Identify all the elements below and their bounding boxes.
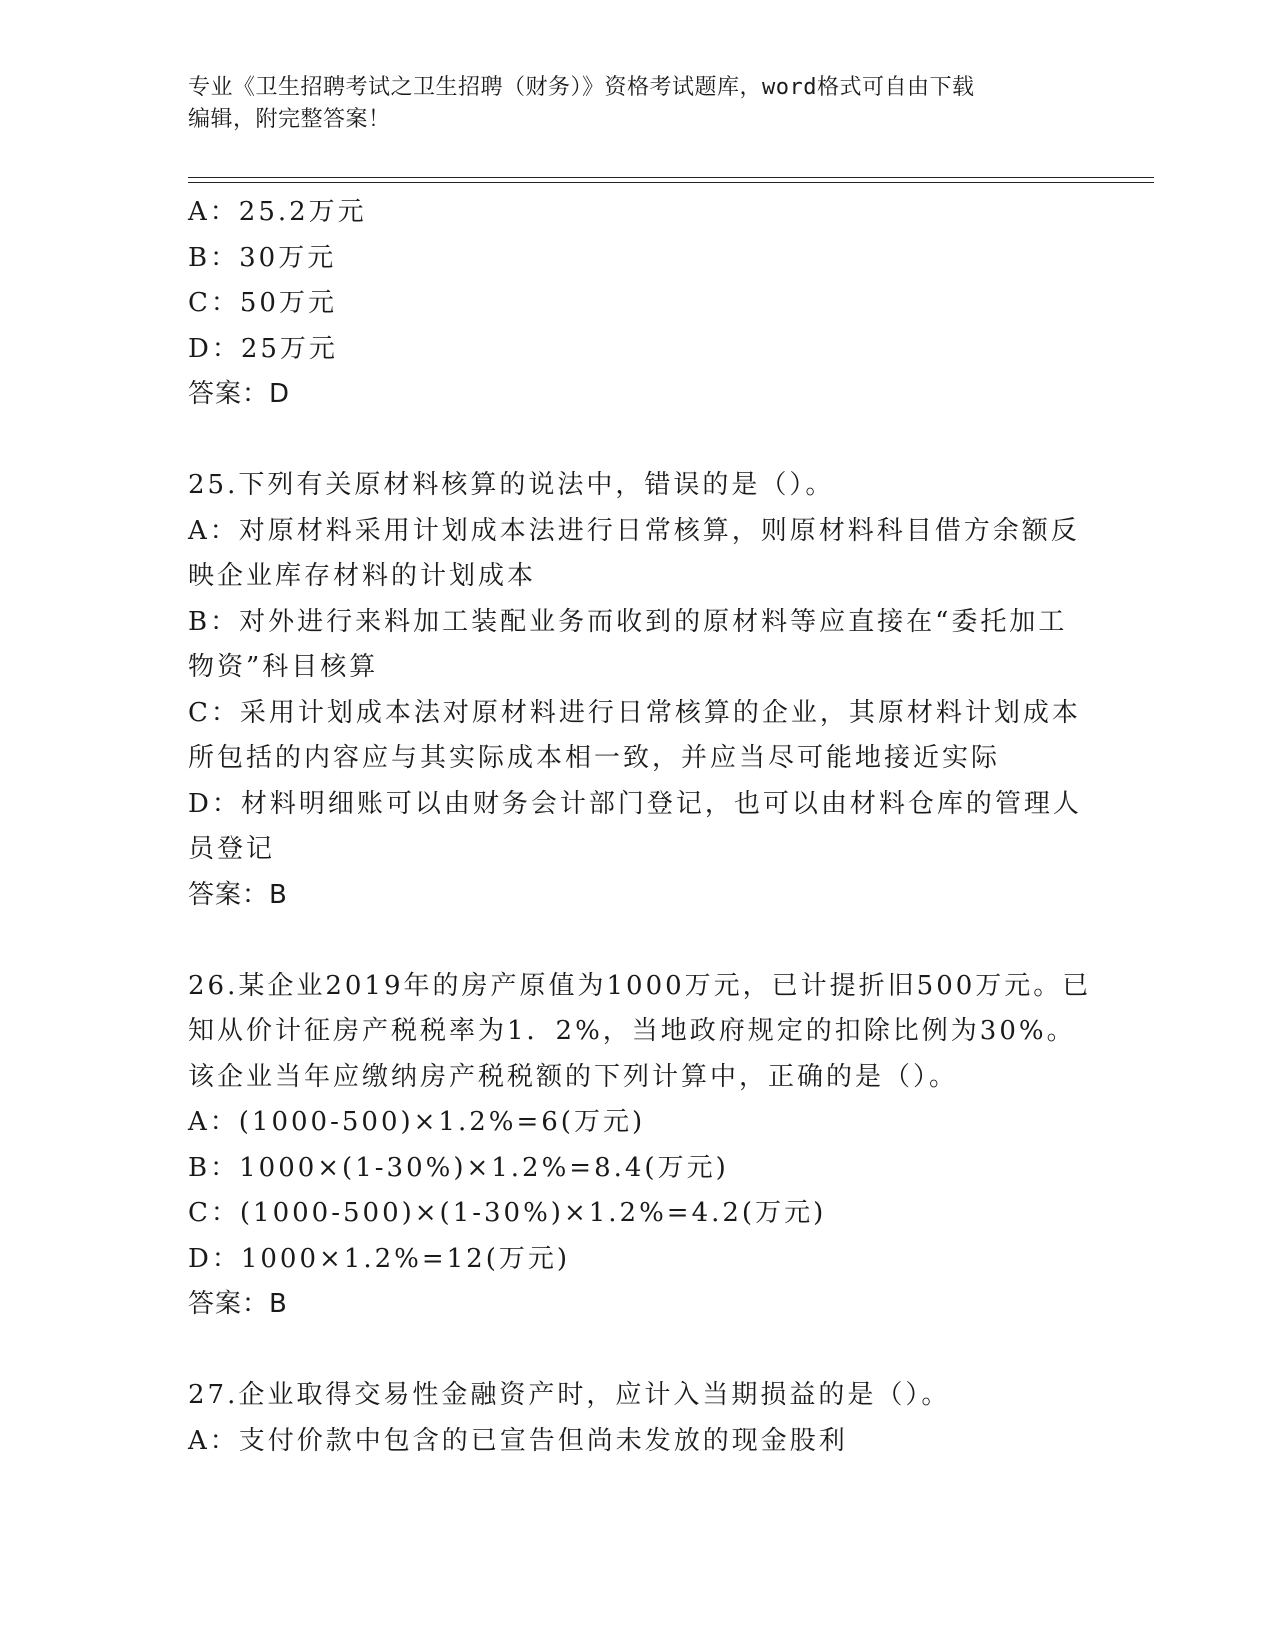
- q26-option-b: B：1000×(1-30%)×1.2%=8.4(万元): [188, 1152, 729, 1183]
- q25-option-a-cont: 映企业库存材料的计划成本: [188, 561, 537, 591]
- q26-option-a: A：(1000-500)×1.2%=6(万元): [188, 1107, 646, 1137]
- q25-option-d: D：材料明细账可以由财务会计部门登记，也可以由材料仓库的管理人: [188, 788, 1082, 819]
- q25-stem: 25.下列有关原材料核算的说法中，错误的是（）。: [188, 470, 835, 500]
- q25-option-b-cont: 物资”科目核算: [188, 652, 379, 682]
- q25-answer: 答案：B: [188, 879, 288, 910]
- q25-option-c: C：采用计划成本法对原材料进行日常核算的企业，其原材料计划成本: [188, 697, 1081, 728]
- spacer: [188, 918, 1088, 964]
- q26-option-d: D：1000×1.2%=12(万元): [188, 1243, 571, 1274]
- q24-option-b: B：30万元: [188, 242, 337, 273]
- q24-answer: 答案：D: [188, 379, 291, 409]
- header-divider-top: [188, 177, 1154, 178]
- q24-option-d: D：25万元: [188, 333, 338, 364]
- question-list: [188, 190, 1092, 1464]
- q25-option-c-cont: 所包括的内容应与其实际成本相一致，并应当尽可能地接近实际: [188, 743, 1001, 773]
- q25-option-d-cont: 员登记: [188, 834, 276, 864]
- header-line-2: 编辑，附完整答案！: [188, 107, 391, 132]
- spacer: [188, 418, 1088, 464]
- q25-option-b: B：对外进行来料加工装配业务而收到的原材料等应直接在“委托加工: [188, 606, 1068, 637]
- q24-option-a: A：25.2万元: [188, 197, 367, 227]
- q26-answer: 答案：B: [188, 1289, 288, 1319]
- q26-option-c: C：(1000-500)×(1-30%)×1.2%=4.2(万元): [188, 1198, 827, 1228]
- q25-option-a: A：对原材料采用计划成本法进行日常核算，则原材料科目借方余额反: [188, 515, 1080, 546]
- q24-option-c: C：50万元: [188, 288, 337, 318]
- q27-stem: 27.企业取得交易性金融资产时，应计入当期损益的是（）。: [188, 1380, 951, 1410]
- q26-stem-cont-1: 知从价计征房产税税率为1．2%，当地政府规定的扣除比例为30%。: [188, 1016, 1076, 1046]
- spacer: [188, 1328, 1088, 1374]
- q26-stem: 26.某企业2019年的房产原值为1000万元，已计提折旧500万元。已: [188, 970, 1092, 1001]
- header-divider-bottom: [188, 182, 1154, 183]
- header-line-1: 专业《卫生招聘考试之卫生招聘（财务）》资格考试题库，word格式可自由下载: [188, 75, 975, 100]
- q27-option-a: A：支付价款中包含的已宣告但尚未发放的现金股利: [188, 1425, 848, 1456]
- q26-stem-cont-2: 该企业当年应缴纳房产税税额的下列计算中，正确的是（）。: [188, 1061, 959, 1092]
- document-header: [188, 72, 1068, 136]
